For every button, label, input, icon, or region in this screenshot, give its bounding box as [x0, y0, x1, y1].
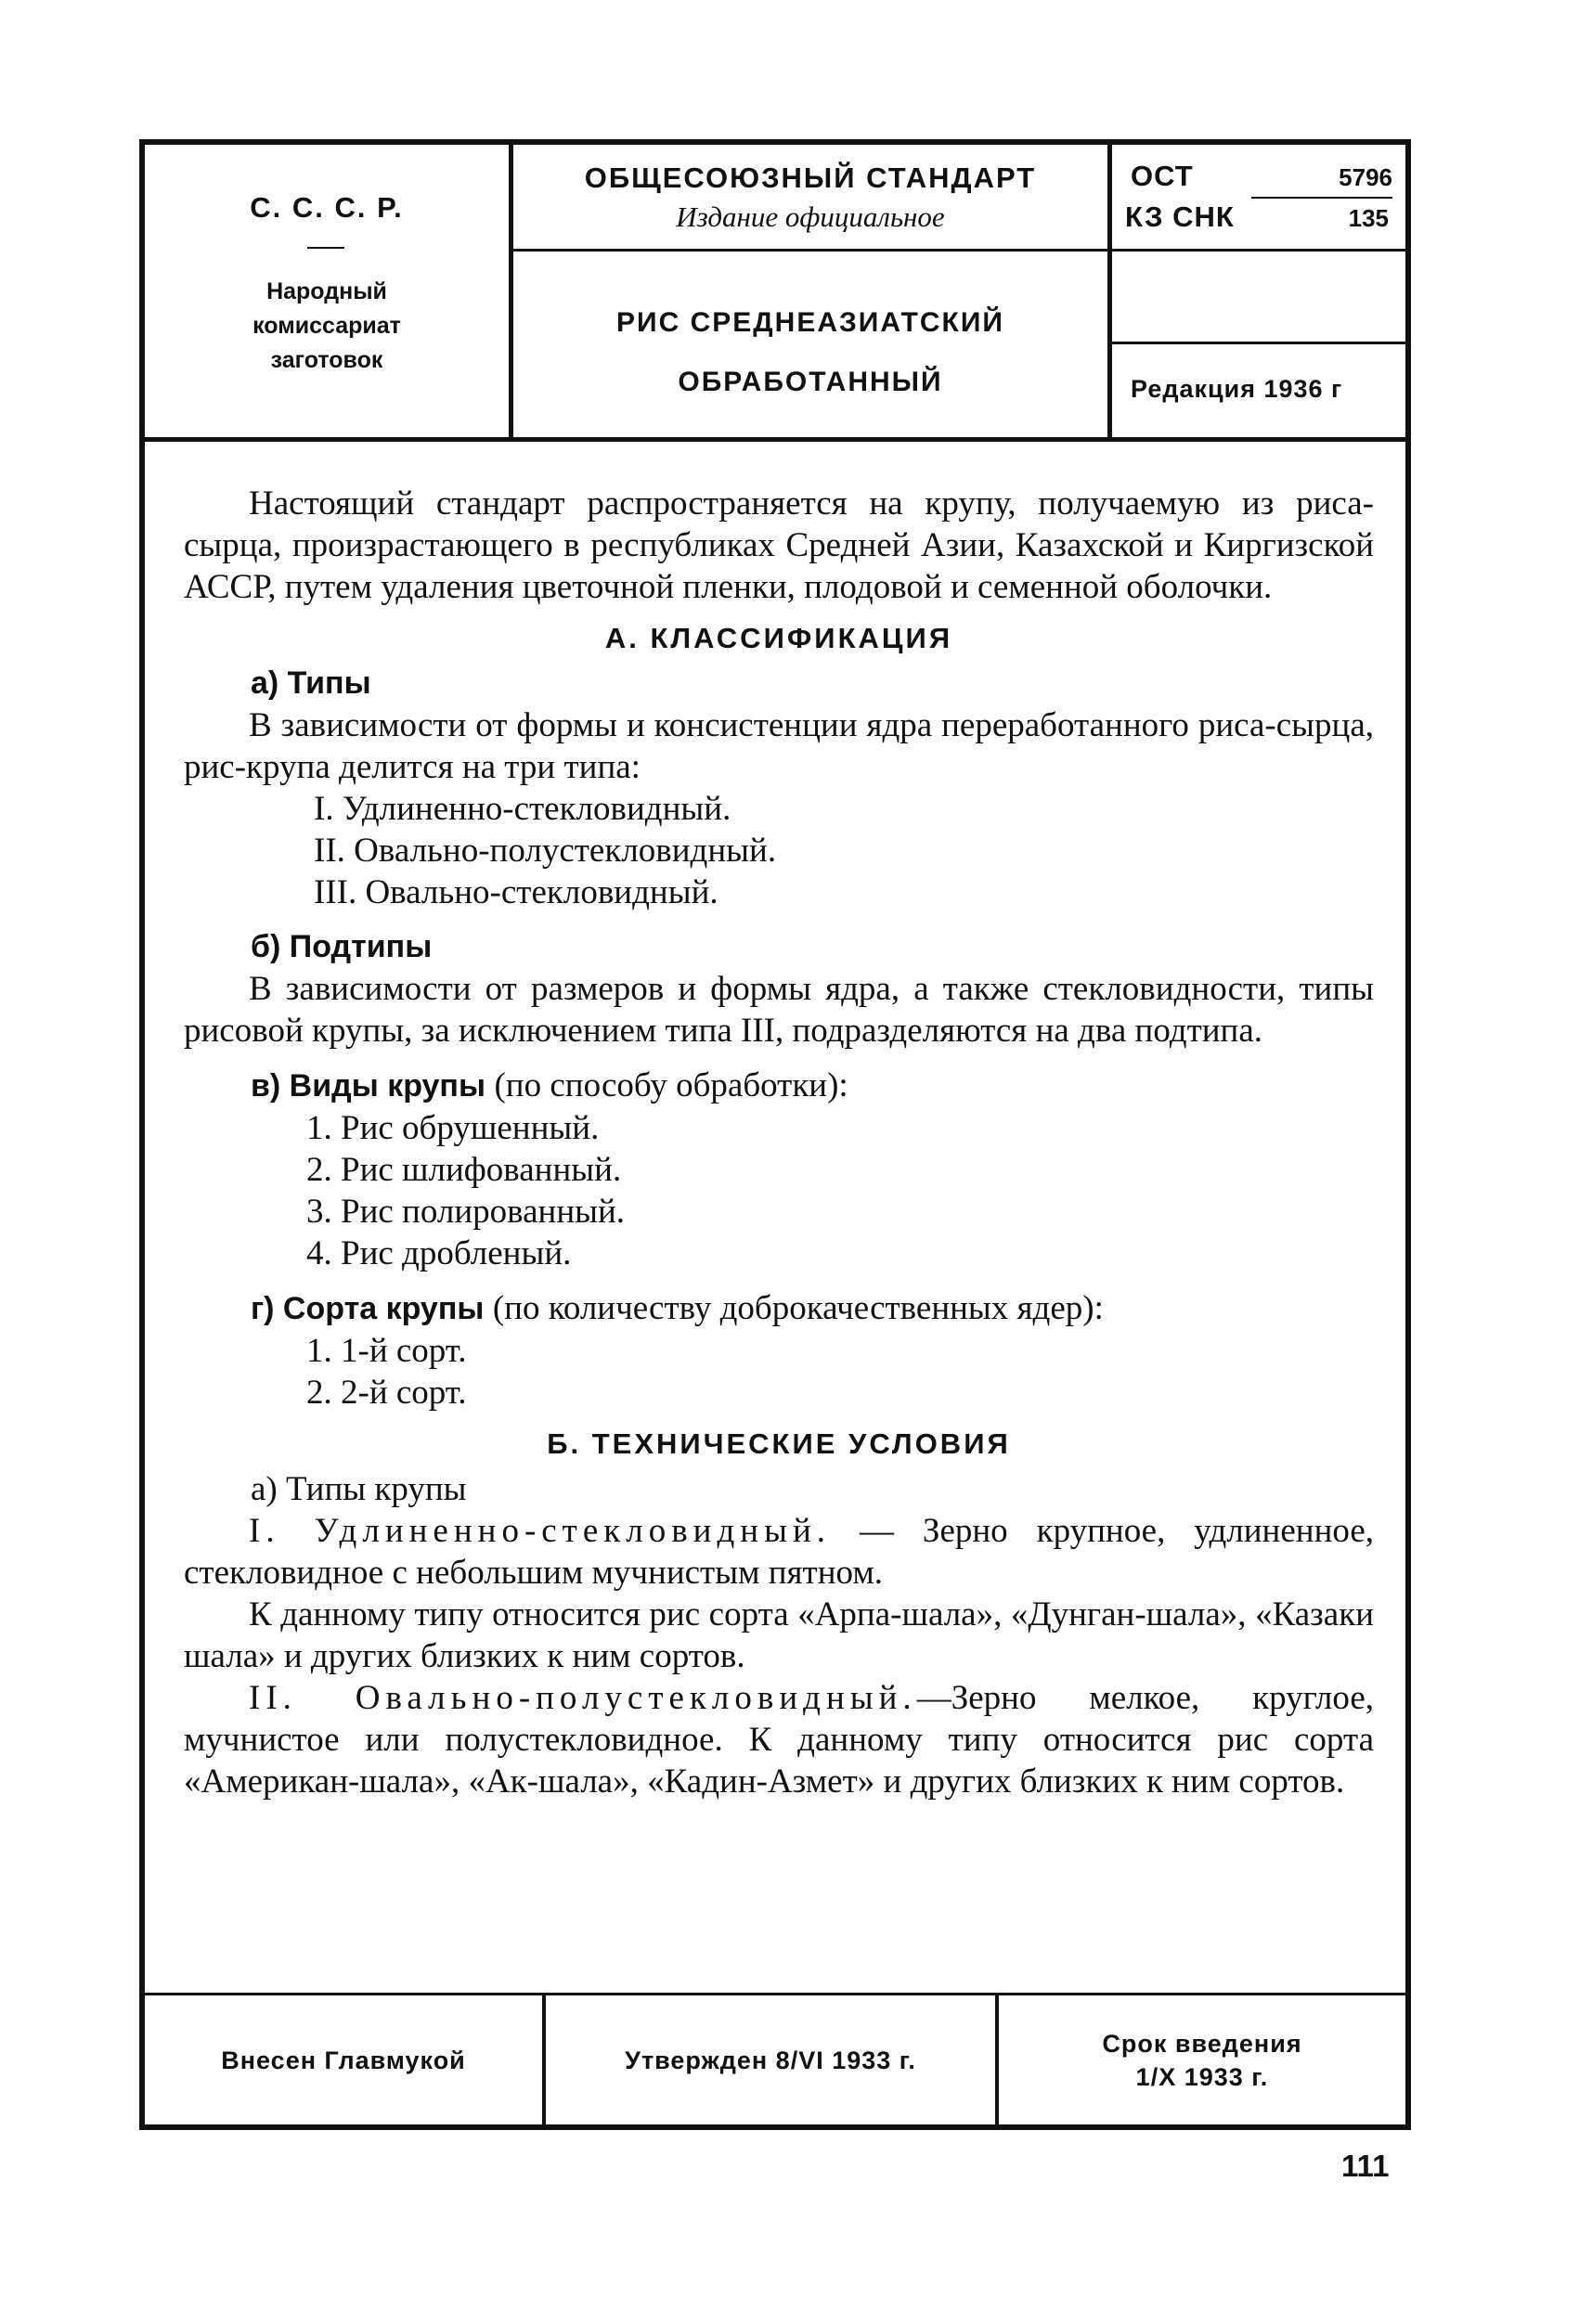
list-item: 2. Рис шлифованный. — [306, 1151, 622, 1189]
issuer-cell — [145, 145, 513, 437]
type1-paragraph: I. Удлиненно-стекловидный. — Зерно крупное, удлиненное, стекловидное с небольшим мучнистым пятном. — [184, 1512, 1374, 1592]
effective-date: Срок введения 1/Х 1933 г. — [1102, 2030, 1302, 2091]
types-paragraph: В зависимости от формы и консистенции ядра переработанного риса-сырца, рис-крупа делится на три типа: — [184, 706, 1374, 786]
type2-paragraph: II. Овально-полустекловидный.—Зерно мелкое, круглое, мучнистое или полустекловидное. К данному типу относится рис сорта «Американ-шала», «Ак-шала», «Кадин-Азмет» и других близких к ним сортов. — [184, 1679, 1375, 1801]
submitted-by: Внесен Главмукой — [145, 1995, 546, 2125]
grades-heading: г) Сорта крупы (по количеству доброкачественных ядер): — [251, 1289, 1104, 1327]
document-body — [184, 483, 1374, 1802]
kinds-heading: в) Виды крупы (по способу обработки): — [251, 1066, 848, 1104]
list-item: III. Овально-стекловидный. — [314, 873, 718, 911]
section-b-title: Б. ТЕХНИЧЕСКИЕ УСЛОВИЯ — [547, 1427, 1011, 1460]
country-label: С. С. С. Р. — [250, 191, 404, 224]
divider — [1251, 197, 1392, 199]
divider — [1112, 342, 1405, 344]
list-item: 3. Рис полированный. — [306, 1193, 626, 1231]
divider — [307, 247, 344, 249]
standard-subtitle: Издание официальное — [676, 200, 945, 233]
list-item: 1. Рис обрушенный. — [306, 1109, 600, 1147]
type1-varieties: К данному типу относится рис сорта «Арпа-шала», «Дунган-шала», «Казаки шала» и других близких к ним сортов. — [184, 1595, 1374, 1675]
list-item: 4. Рис дробленый. — [306, 1234, 572, 1272]
code-cell — [1112, 145, 1405, 437]
product-title: РИС СРЕДНЕАЗИАТСКИЙ ОБРАБОТАННЫЙ — [616, 307, 1004, 397]
divider — [1112, 249, 1405, 252]
standard-title: ОБЩЕСОЮЗНЫЙ СТАНДАРТ — [584, 161, 1037, 194]
issuer-name: Народный комиссариат заготовок — [252, 278, 401, 373]
kz-number: 135 — [1348, 204, 1389, 232]
kinds-list — [184, 1107, 1374, 1274]
types-list — [184, 788, 1374, 913]
approved-date: Утвержден 8/VI 1933 г. — [546, 1995, 999, 2125]
kz-label: КЗ СНК — [1125, 200, 1235, 233]
title-cell — [513, 145, 1112, 437]
list-item: I. Удлиненно-стекловидный. — [314, 790, 731, 828]
ost-number: 5796 — [1339, 163, 1392, 191]
subtypes-heading: б) Подтипы — [251, 929, 433, 964]
list-item: II. Овально-полустекловидный. — [314, 832, 777, 870]
crop-types-heading: а) Типы крупы — [251, 1470, 467, 1508]
page-number: 111 — [1341, 2149, 1390, 2183]
divider — [513, 249, 1107, 252]
list-item: 2. 2-й сорт. — [306, 1374, 467, 1412]
types-heading: а) Типы — [251, 665, 371, 701]
standard-header — [139, 145, 1411, 442]
list-item: 1. 1-й сорт. — [306, 1332, 467, 1370]
section-a-title: А. КЛАССИФИКАЦИЯ — [604, 622, 953, 654]
intro-paragraph: Настоящий стандарт распространяется на крупу, получаемую из риса-сырца, произрастающего в республиках Средней Азии, Казахской и Киргизской АССР, путем удаления цветочной пленки, плодовой и семенной оболочки. — [184, 484, 1374, 606]
edition-label: Редакция 1936 г — [1131, 375, 1343, 403]
subtypes-paragraph: В зависимости от размеров и формы ядра, а также стекловидности, типы рисовой крупы, за исключением типа III, подразделяются на два подтипа. — [184, 970, 1374, 1050]
approval-footer — [139, 1993, 1411, 2125]
ost-label: ОСТ — [1131, 160, 1194, 192]
grades-list — [184, 1330, 1374, 1414]
